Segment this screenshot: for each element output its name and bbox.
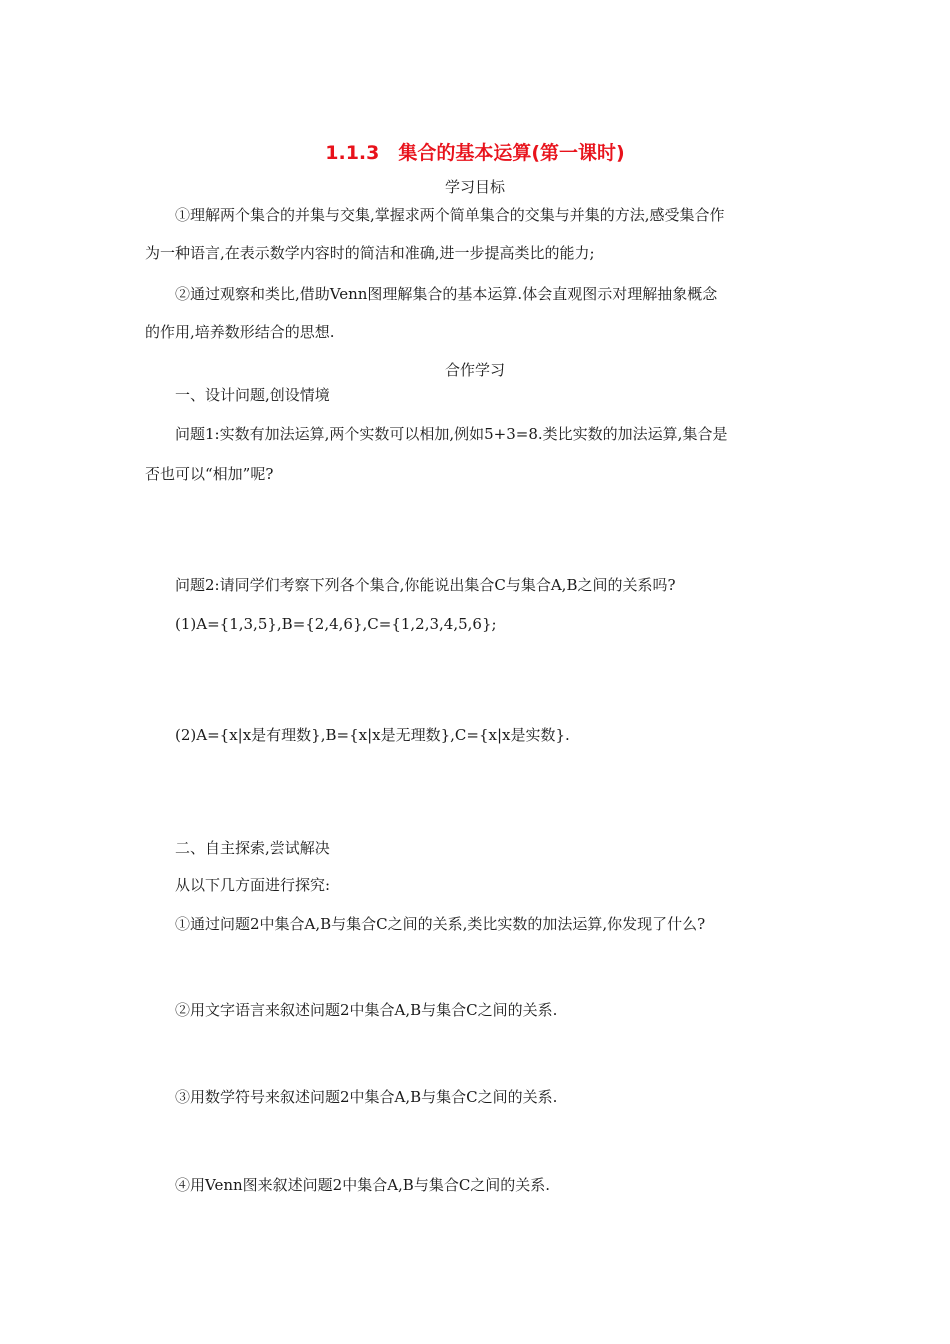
objective-2-line-2: 的作用,培养数形结合的思想.	[145, 323, 335, 341]
section-1-heading: 一、设计问题,创设情境	[175, 386, 330, 404]
set-case-2: (2)A={x|x是有理数},B={x|x是无理数},C={x|x是实数}.	[175, 726, 570, 744]
page-title: 1.1.3 集合的基本运算(第一课时)	[325, 142, 625, 164]
explore-item-4: ④用Venn图来叙述问题2中集合A,B与集合C之间的关系.	[175, 1176, 551, 1194]
objective-2-line-1: ②通过观察和类比,借助Venn图理解集合的基本运算.体会直观图示对理解抽象概念	[175, 285, 718, 303]
explore-item-2: ②用文字语言来叙述问题2中集合A,B与集合C之间的关系.	[175, 1001, 558, 1019]
cooperative-heading: 合作学习	[444, 361, 505, 379]
section-2-heading: 二、自主探索,尝试解决	[175, 839, 330, 857]
explore-intro: 从以下几方面进行探究:	[175, 876, 331, 894]
problem-1-line-1: 问题1:实数有加法运算,两个实数可以相加,例如5+3=8.类比实数的加法运算,集合是	[175, 425, 728, 443]
explore-item-1: ①通过问题2中集合A,B与集合C之间的关系,类比实数的加法运算,你发现了什么?	[175, 915, 706, 933]
problem-1-line-2: 否也可以“相加”呢?	[145, 465, 274, 483]
explore-item-3: ③用数学符号来叙述问题2中集合A,B与集合C之间的关系.	[175, 1088, 558, 1106]
problem-2: 问题2:请同学们考察下列各个集合,你能说出集合C与集合A,B之间的关系吗?	[175, 576, 676, 594]
objectives-heading: 学习目标	[444, 178, 505, 196]
set-case-1: (1)A={1,3,5},B={2,4,6},C={1,2,3,4,5,6};	[175, 615, 497, 633]
objective-1-line-2: 为一种语言,在表示数学内容时的简洁和准确,进一步提高类比的能力;	[145, 244, 595, 262]
objective-1-line-1: ①理解两个集合的并集与交集,掌握求两个简单集合的交集与并集的方法,感受集合作	[175, 206, 725, 224]
